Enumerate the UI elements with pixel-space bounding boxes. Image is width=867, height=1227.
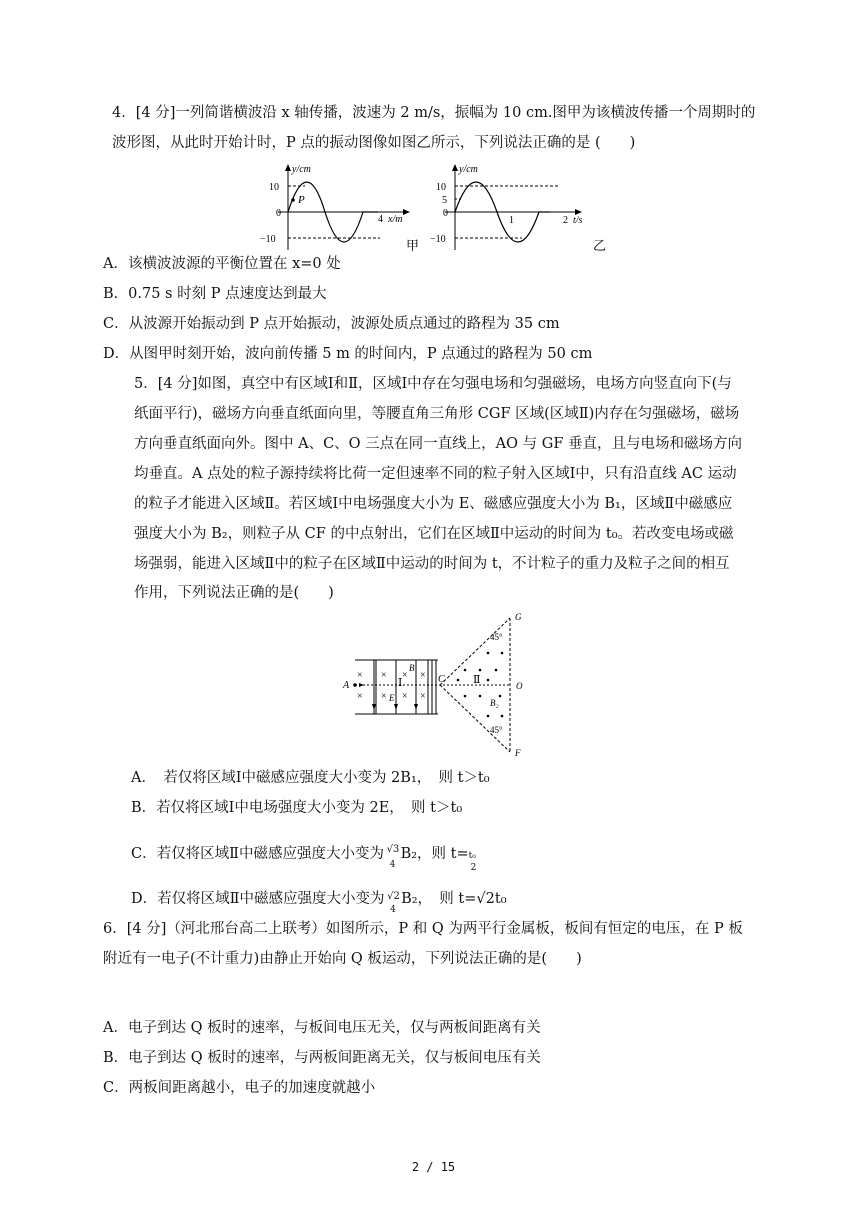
q5-option-a: A． 若仅将区域Ⅰ中磁感应强度大小变为 2B₁， 则 t＞t₀ bbox=[131, 770, 490, 786]
yi-ylabel: y/cm bbox=[459, 164, 478, 175]
label-b: B bbox=[409, 663, 415, 673]
label-angle-top: 45° bbox=[490, 632, 503, 642]
label-o: O bbox=[516, 681, 523, 691]
svg-text:×: × bbox=[381, 670, 387, 681]
label-angle-bottom: 45° bbox=[490, 725, 503, 735]
q4-stem-line2: 波形图，从此时开始计时，P 点的振动图像如图乙所示，下列说法正确的是 ( ) bbox=[112, 135, 636, 151]
yi-tick-1: 1 bbox=[509, 215, 514, 226]
d-frac-den: 4 bbox=[390, 905, 396, 915]
yi-tick-5: 5 bbox=[442, 195, 447, 206]
label-g: G bbox=[515, 612, 522, 622]
wave-graph-jia bbox=[258, 160, 428, 255]
label-region-ii: Ⅱ bbox=[473, 674, 481, 686]
field-region-diagram bbox=[340, 608, 540, 760]
jia-point-p: P bbox=[298, 194, 305, 206]
q6-stem-line1: 6．[4 分]（河北邢台高二上联考）如图所示，P 和 Q 为两平行金属板，板间有恒定的电压，在 P 板 bbox=[103, 921, 743, 937]
q4-option-c: C．从波源开始振动到 P 点开始振动，波源处质点通过的路程为 35 cm bbox=[103, 316, 560, 332]
q4-option-a: A．该横波波源的平衡位置在 x=0 处 bbox=[103, 256, 341, 272]
svg-text:×: × bbox=[357, 691, 363, 702]
yi-tick-neg10: −10 bbox=[430, 234, 446, 245]
q4-option-b: B．0.75 s 时刻 P 点速度达到最大 bbox=[103, 286, 327, 302]
q5-option-d-tail: B₂， 则 t=√2t₀ bbox=[401, 891, 507, 907]
svg-text:×: × bbox=[420, 670, 426, 681]
q5-option-b: B．若仅将区域Ⅰ中电场强度大小变为 2E， 则 t＞t₀ bbox=[131, 800, 463, 816]
label-f: F bbox=[515, 748, 521, 758]
jia-tick-0: 0 bbox=[276, 208, 281, 219]
q5-option-d bbox=[131, 889, 507, 915]
yi-tick-2: 2 bbox=[563, 215, 568, 226]
jia-tick-4: 4 bbox=[378, 214, 383, 225]
c-t-frac-num: t₀ bbox=[468, 851, 476, 861]
label-a: A bbox=[343, 680, 350, 691]
q5-stem-line6: 强度大小为 B₂，则粒子从 CF 的中点射出，它们在区域Ⅱ中运动的时间为 t₀。若改变电场或磁 bbox=[134, 526, 734, 542]
q4-option-d: D．从图甲时刻开始，波向前传播 5 m 的时间内，P 点通过的路程为 50 cm bbox=[103, 346, 593, 362]
label-b2: B₂ bbox=[490, 698, 499, 708]
q6-option-b: B．电子到达 Q 板时的速率，与两板间距离无关，仅与板间电压有关 bbox=[103, 1050, 541, 1066]
label-region-i: Ⅰ bbox=[398, 677, 403, 689]
q6-option-a: A．电子到达 Q 板时的速率，与板间电压无关，仅与两板间距离有关 bbox=[103, 1020, 541, 1036]
c-frac-den: 4 bbox=[389, 860, 396, 870]
yi-tick-0: 0 bbox=[443, 208, 448, 219]
q5-stem-line4: 均垂直。A 点处的粒子源持续将比荷一定但速率不同的粒子射入区域Ⅰ中，只有沿直线 AC 运动 bbox=[134, 466, 737, 482]
q5-stem-line8: 作用，下列说法正确的是( ) bbox=[134, 585, 334, 601]
jia-tick-neg10: −10 bbox=[260, 234, 276, 245]
q5-option-c bbox=[131, 844, 481, 873]
q5-stem-line1: 5．[4 分]如图，真空中有区域Ⅰ和Ⅱ，区域Ⅰ中存在匀强电场和匀强磁场，电场方向竖直向下(与 bbox=[134, 376, 732, 392]
q5-stem-line3: 方向垂直纸面向外。图中 A、C、O 三点在同一直线上，AO 与 GF 垂直，且与电场和磁场方向 bbox=[134, 436, 742, 452]
c-t-frac-den: 2 bbox=[470, 863, 477, 873]
label-c: C bbox=[438, 674, 445, 685]
jia-ylabel: y/cm bbox=[292, 164, 311, 175]
q5-stem-line5: 的粒子才能进入区域Ⅱ。若区域Ⅰ中电场强度大小为 E、磁感应强度大小为 B₁，区域Ⅱ中磁感应 bbox=[134, 496, 733, 512]
q5-stem-line7: 场强弱，能进入区域Ⅱ中的粒子在区域Ⅱ中运动的时间为 t，不计粒子的重力及粒子之间的相互 bbox=[134, 556, 730, 572]
page-number: 2 / 15 bbox=[411, 1160, 456, 1174]
yi-caption: 乙 bbox=[593, 238, 607, 253]
q4-stem-line1: 4．[4 分]一列简谐横波沿 x 轴传播，波速为 2 m/s，振幅为 10 cm.图甲为该横波传播一个周期时的 bbox=[112, 105, 756, 121]
jia-tick-10: 10 bbox=[269, 182, 279, 193]
q5-option-c-text: C．若仅将区域Ⅱ中磁感应强度大小变为 bbox=[131, 846, 384, 862]
jia-caption: 甲 bbox=[406, 238, 420, 253]
d-frac-num: √2 bbox=[387, 891, 400, 902]
jia-xlabel: x/m bbox=[388, 214, 403, 225]
q6-option-c: C．两板间距离越小，电子的加速度就越小 bbox=[103, 1080, 376, 1096]
yi-tick-10: 10 bbox=[436, 182, 446, 193]
svg-text:×: × bbox=[402, 691, 408, 702]
q5-option-c-tail: B₂，则 t= bbox=[400, 846, 469, 862]
svg-text:×: × bbox=[420, 691, 426, 702]
q5-stem-line2: 纸面平行)，磁场方向垂直纸面向里，等腰直角三角形 CGF 区域(区域Ⅱ)内存在匀强磁场，磁场 bbox=[134, 406, 740, 422]
vibration-graph-yi bbox=[430, 160, 610, 255]
q5-option-d-text: D．若仅将区域Ⅱ中磁感应强度大小变为 bbox=[131, 891, 385, 907]
svg-text:×: × bbox=[381, 691, 387, 702]
c-frac-num: √3 bbox=[386, 844, 400, 855]
yi-xlabel: t/s bbox=[573, 215, 583, 226]
svg-text:×: × bbox=[402, 670, 408, 681]
svg-text:×: × bbox=[357, 670, 363, 681]
q6-stem-line2: 附近有一电子(不计重力)由静止开始向 Q 板运动，下列说法正确的是( ) bbox=[103, 951, 582, 967]
label-e: E bbox=[389, 693, 395, 703]
